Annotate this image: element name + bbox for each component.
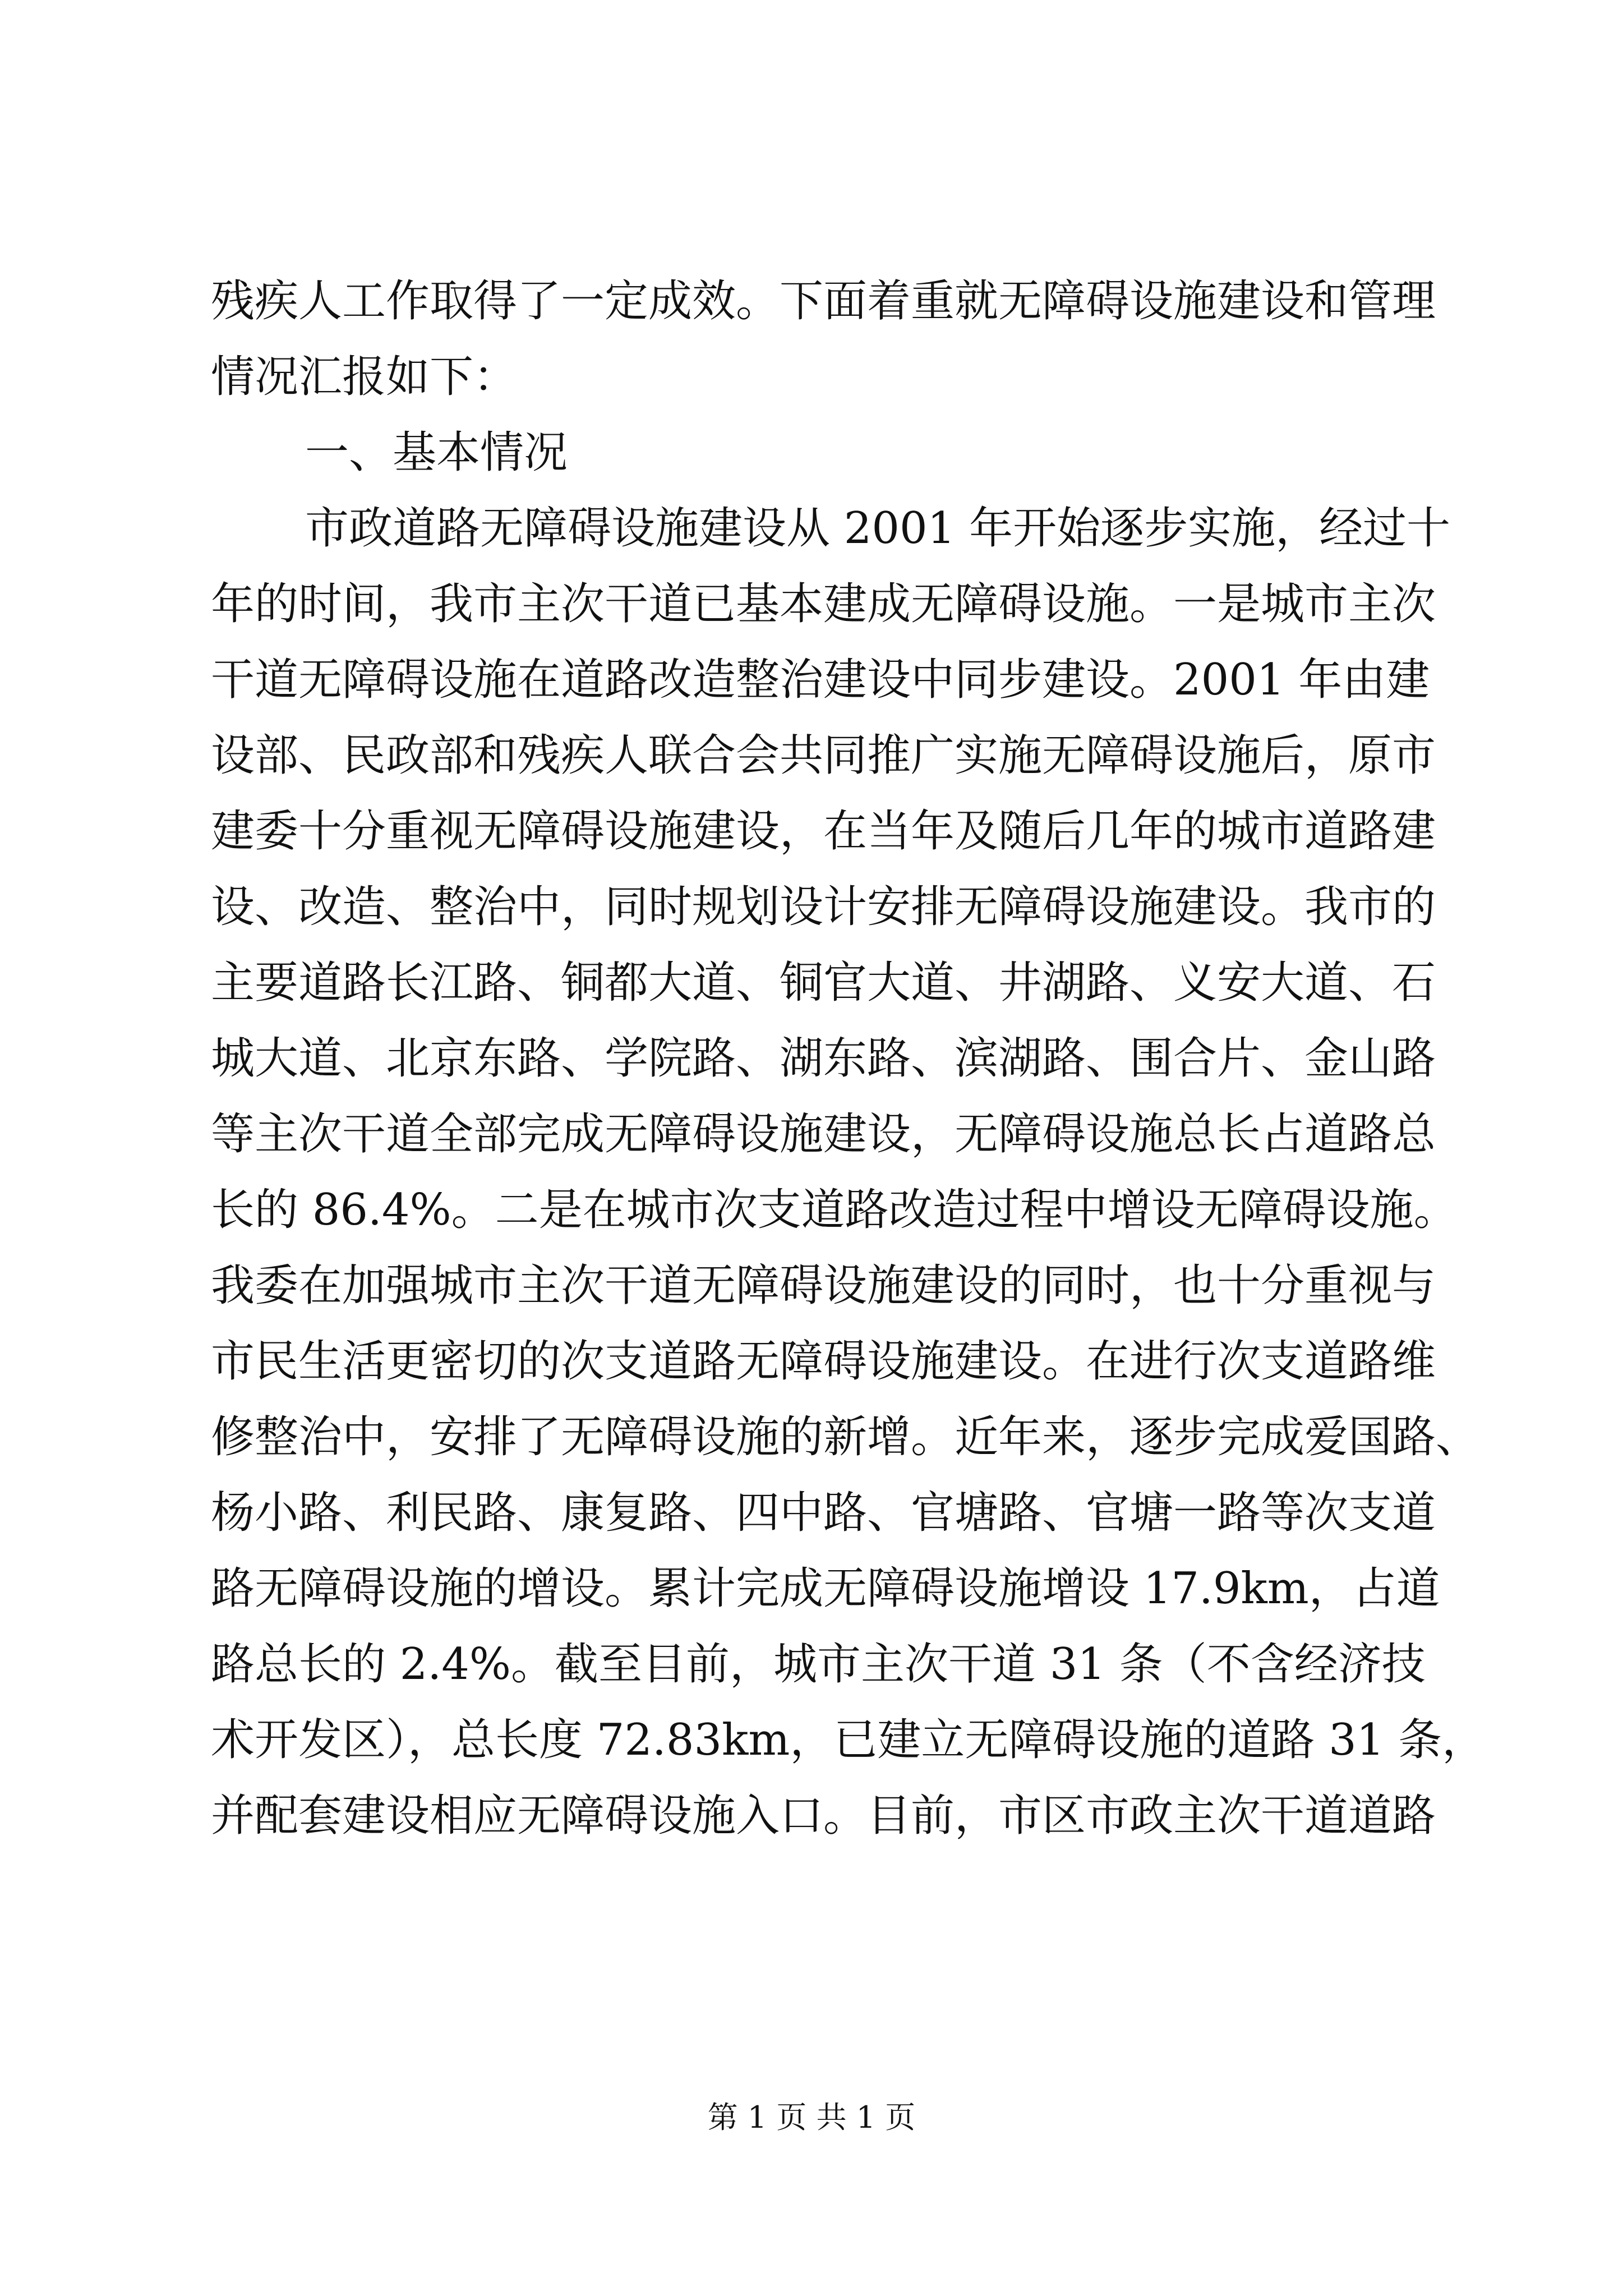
paragraph-line: 城大道、北京东路、学院路、湖东路、滨湖路、围合片、金山路 <box>211 1033 1436 1084</box>
section-heading: 一、基本情况 <box>305 427 568 478</box>
document-body <box>211 264 1486 1854</box>
paragraph-line: 主要道路长江路、铜都大道、铜官大道、井湖路、义安大道、石 <box>211 958 1436 1008</box>
paragraph-line: 年的时间，我市主次干道已基本建成无障碍设施。一是城市主次 <box>211 579 1436 629</box>
paragraph-line: 市政道路无障碍设施建设从 2001 年开始逐步实施，经过十 <box>305 503 1451 554</box>
paragraph-line: 设部、民政部和残疾人联合会共同推广实施无障碍设施后，原市 <box>211 730 1436 781</box>
paragraph-line: 情况汇报如下： <box>211 352 518 402</box>
paragraph-line: 干道无障碍设施在道路改造整治建设中同步建设。2001 年由建 <box>211 655 1430 705</box>
paragraph-line: 建委十分重视无障碍设施建设，在当年及随后几年的城市道路建 <box>211 806 1436 857</box>
paragraph-line: 路无障碍设施的增设。累计完成无障碍设施增设 17.9km，占道 <box>211 1563 1440 1614</box>
paragraph-line: 等主次干道全部完成无障碍设施建设，无障碍设施总长占道路总 <box>211 1109 1436 1159</box>
paragraph-line: 并配套建设相应无障碍设施入口。目前，市区市政主次干道道路 <box>211 1791 1436 1841</box>
paragraph-line: 路总长的 2.4%。截至目前，城市主次干道 31 条（不含经济技 <box>211 1639 1426 1690</box>
paragraph-line: 术开发区），总长度 72.83km，已建立无障碍设施的道路 31 条， <box>211 1715 1486 1765</box>
page-number-footer: 第 1 页 共 1 页 <box>707 2100 916 2135</box>
paragraph-line: 修整治中，安排了无障碍设施的新增。近年来，逐步完成爱国路、 <box>211 1412 1480 1462</box>
paragraph-line: 市民生活更密切的次支道路无障碍设施建设。在进行次支道路维 <box>211 1336 1436 1387</box>
paragraph-line: 残疾人工作取得了一定成效。下面着重就无障碍设施建设和管理 <box>211 276 1436 326</box>
paragraph-line: 设、改造、整治中，同时规划设计安排无障碍设施建设。我市的 <box>211 882 1436 932</box>
paragraph-line: 杨小路、利民路、康复路、四中路、官塘路、官塘一路等次支道 <box>211 1488 1436 1538</box>
paragraph-line: 长的 86.4%。二是在城市次支道路改造过程中增设无障碍设施。 <box>211 1185 1458 1235</box>
paragraph-line: 我委在加强城市主次干道无障碍设施建设的同时，也十分重视与 <box>211 1260 1436 1311</box>
